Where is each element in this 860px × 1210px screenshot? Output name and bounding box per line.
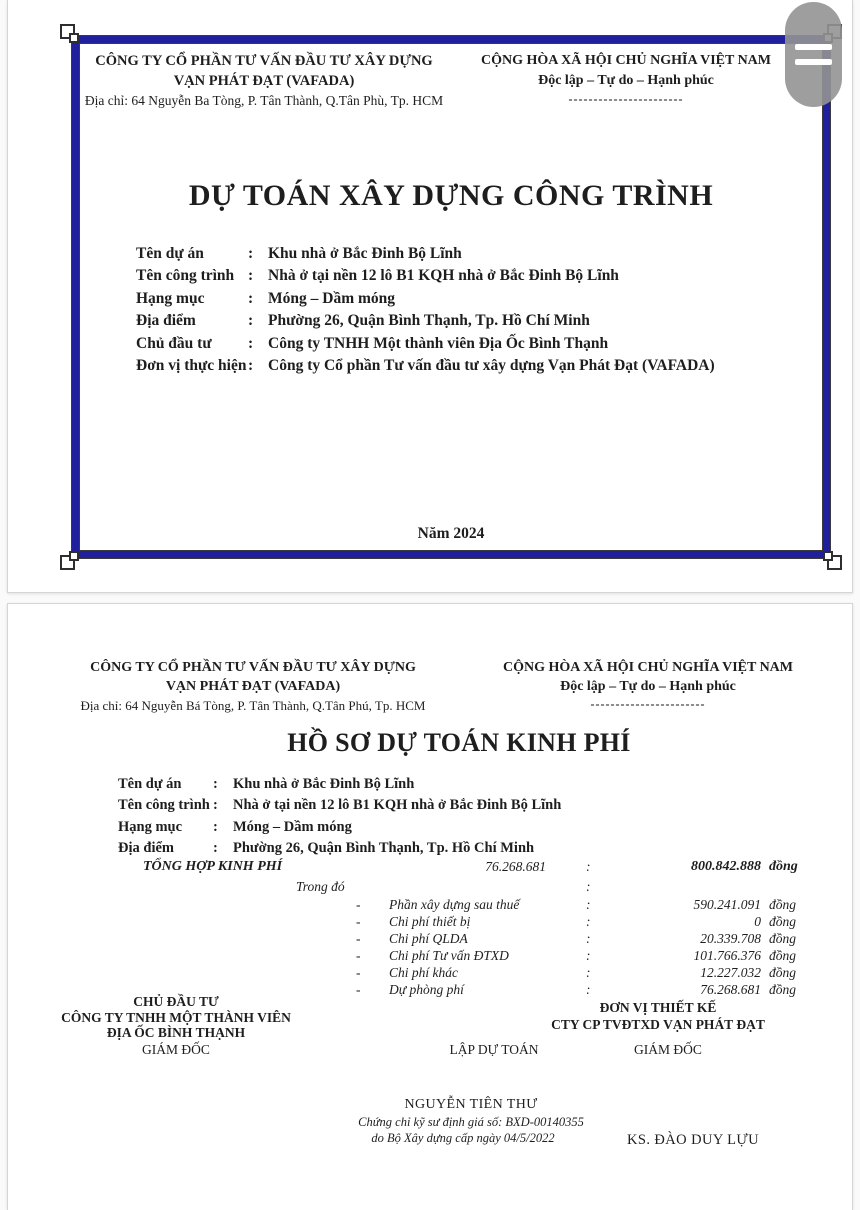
company-name-line1: CÔNG TY CỔ PHẦN TƯ VẤN ĐẦU TƯ XÂY DỰNG <box>90 660 416 675</box>
field-row <box>136 355 715 377</box>
cost-item-row <box>8 897 854 914</box>
item-colon: : <box>586 914 591 929</box>
page2-title: HỒ SƠ DỰ TOÁN KINH PHÍ <box>287 728 631 757</box>
field-row <box>118 795 561 816</box>
field-label: Địa điểm <box>136 312 196 330</box>
field-label: Tên công trình <box>136 267 235 285</box>
item-colon: : <box>586 931 591 946</box>
company-name-line2: VẠN PHÁT ĐẠT (VAFADA) <box>165 679 341 694</box>
item-colon: : <box>586 948 591 963</box>
menu-button[interactable] <box>785 2 842 107</box>
item-unit: đồng <box>769 914 796 929</box>
item-value: 101.766.376 <box>693 948 761 963</box>
item-unit: đồng <box>769 982 796 997</box>
certificate-line1: Chứng chỉ kỹ sư định giá số: BXD-00140355 <box>358 1115 584 1129</box>
item-colon: : <box>586 982 591 997</box>
item-dash: - <box>356 965 361 980</box>
field-row <box>118 838 561 859</box>
field-label: Hạng mục <box>136 289 205 307</box>
republic-line: CỘNG HÒA XÃ HỘI CHỦ NGHĨA VIỆT NAM <box>480 53 771 68</box>
field-colon: : <box>213 776 218 792</box>
item-name: Phần xây dựng sau thuế <box>389 897 520 912</box>
item-dash: - <box>356 982 361 997</box>
item-value: 12.227.032 <box>700 965 761 980</box>
national-motto-header <box>488 658 808 712</box>
item-name: Chi phí thiết bị <box>389 914 471 929</box>
page1-decorative-frame <box>72 36 830 558</box>
item-dash: - <box>356 897 361 912</box>
field-value: Phường 26, Quận Bình Thạnh, Tp. Hồ Chí Minh <box>233 839 535 856</box>
item-unit: đồng <box>769 948 796 963</box>
designer-company: CTY CP TVĐTXD VẠN PHÁT ĐẠT <box>551 1017 765 1032</box>
field-value: Móng – Dầm móng <box>233 818 352 835</box>
item-value: 20.339.708 <box>700 931 761 946</box>
item-name: Dự phòng phí <box>389 982 464 997</box>
investor-role: GIÁM ĐỐC <box>142 1042 210 1057</box>
field-value: Khu nhà ở Bắc Đinh Bộ Lĩnh <box>233 776 415 792</box>
investor-company-line2: ĐỊA ỐC BÌNH THẠNH <box>106 1025 246 1040</box>
field-colon: : <box>248 334 254 352</box>
field-colon: : <box>248 289 254 307</box>
field-label: Tên công trình <box>118 797 210 814</box>
company-header <box>68 658 438 715</box>
company-address: Địa chỉ: 64 Nguyễn Ba Tòng, P. Tân Thành, Q.Tân Phù, Tp. HCM <box>84 93 444 108</box>
field-value: Công ty TNHH Một thành viên Địa Ốc Bình Thạnh <box>268 334 609 352</box>
cost-item-row <box>8 931 854 948</box>
item-value: 0 <box>754 914 761 929</box>
item-dash: - <box>356 914 361 929</box>
motto-line: Độc lập – Tự do – Hạnh phúc <box>560 679 736 694</box>
motto-line: Độc lập – Tự do – Hạnh phúc <box>538 73 714 88</box>
item-name: Chi phí Tư vấn ĐTXD <box>389 948 509 963</box>
breakdown-label: Trong đó <box>296 879 345 894</box>
item-name: Chi phí khác <box>389 965 458 980</box>
field-row <box>118 774 561 795</box>
cost-item-row <box>8 948 854 965</box>
page1-title: DỰ TOÁN XÂY DỰNG CÔNG TRÌNH <box>188 179 714 212</box>
field-colon: : <box>248 357 254 375</box>
frame-corner-ornament <box>60 555 75 570</box>
total-cost-left-value: 76.268.681 <box>485 859 546 874</box>
item-name: Chi phí QLDA <box>389 931 468 946</box>
item-unit: đồng <box>769 965 796 980</box>
designer-signature-block <box>518 999 798 1033</box>
estimator-role: LẬP DỰ TOÁN <box>449 1042 539 1057</box>
investor-signature-block <box>41 994 311 1041</box>
company-header <box>79 51 449 110</box>
republic-line: CỘNG HÒA XÃ HỘI CHỦ NGHĨA VIỆT NAM <box>502 660 793 675</box>
frame-corner-ornament <box>827 555 842 570</box>
field-value: Phường 26, Quận Bình Thạnh, Tp. Hồ Chí Minh <box>268 312 590 330</box>
field-colon: : <box>248 267 254 285</box>
motto-separator: ----------------------- <box>568 92 684 106</box>
investor-company-line1: CÔNG TY TNHH MỘT THÀNH VIÊN <box>61 1009 291 1025</box>
field-colon: : <box>213 818 218 835</box>
summary-colon: : <box>586 879 591 894</box>
item-dash: - <box>356 931 361 946</box>
national-motto-header <box>471 51 781 107</box>
field-row <box>118 817 561 838</box>
field-row <box>136 310 715 332</box>
field-label: Chủ đầu tư <box>136 334 212 352</box>
field-label: Tên dự án <box>136 245 204 262</box>
project-info-table <box>136 243 715 377</box>
field-value: Nhà ở tại nền 12 lô B1 KQH nhà ở Bắc Đinh Bộ Lĩnh <box>233 797 562 814</box>
designer-role: GIÁM ĐỐC <box>634 1042 702 1057</box>
item-colon: : <box>586 897 591 912</box>
item-colon: : <box>586 965 591 980</box>
engineer-name: KS. ĐÀO DUY LỰU <box>627 1132 759 1148</box>
field-colon: : <box>213 797 218 814</box>
item-unit: đồng <box>769 897 796 912</box>
field-colon: : <box>248 312 254 330</box>
designer-title: ĐƠN VỊ THIẾT KẾ <box>599 1000 717 1015</box>
field-label: Đơn vị thực hiện <box>136 357 247 375</box>
company-address: Địa chỉ: 64 Nguyễn Bá Tòng, P. Tân Thành, Q.Tân Phú, Tp. HCM <box>80 698 426 713</box>
field-label: Tên dự án <box>118 776 182 792</box>
document-page-1 <box>7 0 853 593</box>
item-value: 590.241.091 <box>693 897 761 912</box>
field-colon: : <box>213 839 218 856</box>
item-dash: - <box>356 948 361 963</box>
document-year: Năm 2024 <box>417 525 485 542</box>
cost-item-row <box>8 965 854 982</box>
field-label: Hạng mục <box>118 818 183 835</box>
document-page-2 <box>7 603 853 1210</box>
total-cost-value: 800.842.888 <box>691 859 761 874</box>
company-name-line2: VẠN PHÁT ĐẠT (VAFADA) <box>173 73 355 89</box>
total-cost-label: TỔNG HỢP KINH PHÍ <box>143 859 283 874</box>
item-unit: đồng <box>769 931 796 946</box>
field-row <box>136 265 715 287</box>
item-value: 76.268.681 <box>700 982 761 997</box>
certificate-line2: do Bộ Xây dựng cấp ngày 04/5/2022 <box>371 1131 555 1145</box>
field-label: Địa điểm <box>118 839 174 856</box>
field-value: Công ty Cổ phần Tư vấn đầu tư xây dựng Vạn Phát Đạt (VAFADA) <box>268 357 715 375</box>
field-value: Móng – Dầm móng <box>268 289 396 307</box>
field-value: Nhà ở tại nền 12 lô B1 KQH nhà ở Bắc Đinh Bộ Lĩnh <box>268 267 619 285</box>
total-cost-unit: đồng <box>769 859 798 874</box>
summary-colon: : <box>586 859 591 874</box>
frame-corner-ornament <box>60 24 75 39</box>
field-colon: : <box>248 245 254 262</box>
motto-separator: ----------------------- <box>590 697 706 711</box>
field-value: Khu nhà ở Bắc Đinh Bộ Lĩnh <box>268 245 462 262</box>
field-row <box>136 243 715 265</box>
estimator-name: NGUYỄN TIÊN THƯ <box>404 1097 538 1112</box>
investor-title: CHỦ ĐẦU TƯ <box>133 994 219 1009</box>
company-name-line1: CÔNG TY CỔ PHẦN TƯ VẤN ĐẦU TƯ XÂY DỰNG <box>95 53 433 69</box>
field-row <box>136 288 715 310</box>
project-info-table <box>118 774 561 859</box>
field-row <box>136 333 715 355</box>
cost-item-row <box>8 914 854 931</box>
